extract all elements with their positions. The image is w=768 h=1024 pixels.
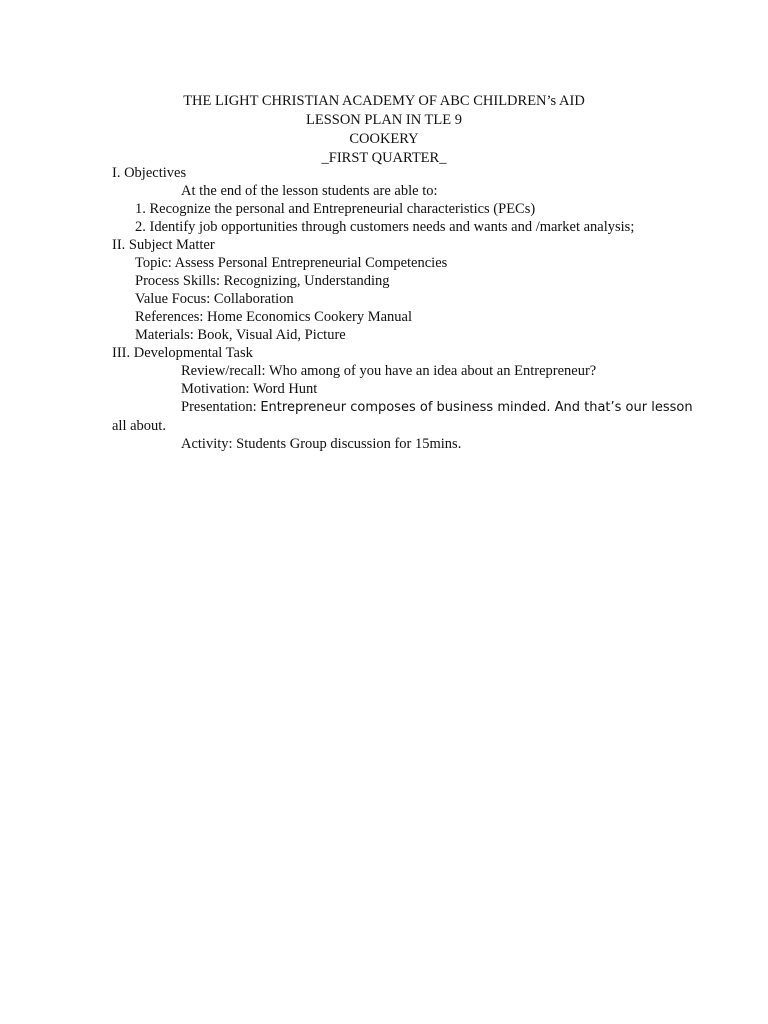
objectives-heading: I. Objectives	[112, 165, 187, 181]
topic-line: Topic: Assess Personal Entrepreneurial Competencies	[135, 255, 448, 271]
process-skills-line: Process Skills: Recognizing, Understanding	[135, 273, 390, 289]
review-line: Review/recall: Who among of you have an idea about an Entrepreneur?	[181, 363, 597, 379]
value-focus-line: Value Focus: Collaboration	[135, 291, 294, 307]
subject-title: COOKERY	[349, 131, 419, 147]
quarter-title: _FIRST QUARTER_	[321, 150, 447, 166]
materials-line: Materials: Book, Visual Aid, Picture	[135, 327, 346, 343]
school-name: THE LIGHT CHRISTIAN ACADEMY OF ABC CHILDREN’s AID	[183, 93, 585, 109]
presentation-continuation: all about.	[112, 418, 166, 434]
presentation-line	[112, 398, 693, 417]
presentation-text: Entrepreneur composes of business minded. And that’s our lesson	[260, 400, 693, 415]
developmental-task-heading: III. Developmental Task	[112, 345, 253, 361]
references-line: References: Home Economics Cookery Manual	[135, 309, 413, 325]
document-body	[112, 164, 693, 453]
objectives-intro: At the end of the lesson students are able to:	[181, 183, 438, 199]
document-header	[0, 92, 768, 168]
motivation-line: Motivation: Word Hunt	[181, 381, 318, 397]
plan-title: LESSON PLAN IN TLE 9	[305, 112, 462, 128]
objective-item-1: 1. Recognize the personal and Entrepreneurial characteristics (PECs)	[135, 201, 536, 217]
objective-item-2: 2. Identify job opportunities through customers needs and wants and /market analysis;	[135, 219, 635, 235]
activity-line: Activity: Students Group discussion for 15mins.	[181, 436, 462, 452]
presentation-label: Presentation:	[181, 399, 261, 415]
subject-matter-heading: II. Subject Matter	[112, 237, 215, 253]
